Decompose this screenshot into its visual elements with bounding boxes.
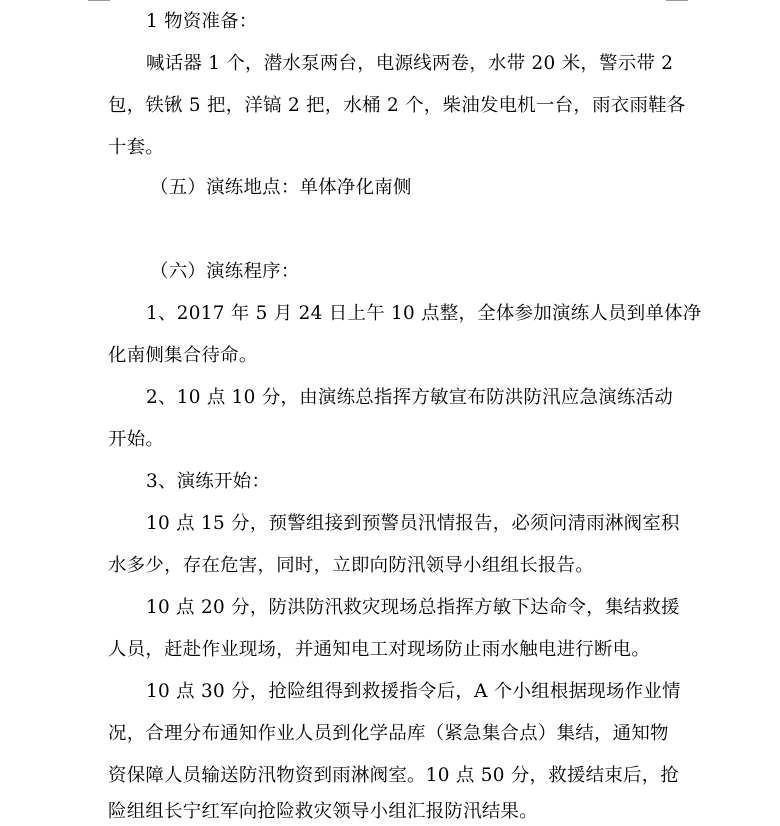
paragraph-line: 水多少，存在危害，同时，立即向防汛领导小组组长报告。: [108, 555, 594, 576]
page-corner-mark-right: [666, 0, 688, 1]
section-heading-procedure: （六）演练程序：: [150, 261, 300, 282]
paragraph-line: 10 点 30 分，抢险组得到救援指令后，A 个小组根据现场作业情: [146, 681, 681, 702]
paragraph-line: 况，合理分布通知作业人员到化学品库（紧急集合点）集结，通知物: [108, 723, 669, 744]
paragraph-line: 人员，赶赴作业现场，并通知电工对现场防止雨水触电进行断电。: [108, 639, 651, 660]
paragraph-line: 十套。: [108, 137, 165, 158]
paragraph-line: 险组组长宁红军向抢险救灾领导小组汇报防汛结果。: [108, 801, 538, 822]
section-heading-materials: 1 物资准备：: [146, 11, 258, 32]
paragraph-line: 3、演练开始：: [146, 471, 271, 492]
paragraph-line: 开始。: [108, 429, 165, 450]
paragraph-line: 资保障人员输送防汛物资到雨淋阀室。10 点 50 分，救援结束后，抢: [108, 765, 680, 786]
page-corner-mark-left: [88, 0, 110, 1]
section-heading-location: （五）演练地点：单体净化南侧: [150, 177, 412, 198]
paragraph-line: 10 点 15 分，预警组接到预警员汛情报告，必须问清雨淋阀室积: [146, 513, 680, 534]
paragraph-line: 化南侧集合待命。: [108, 345, 258, 366]
paragraph-line: 2、10 点 10 分，由演练总指挥方敏宣布防洪防汛应急演练活动: [146, 387, 674, 408]
paragraph-line: 包，铁锹 5 把，洋镐 2 把，水桶 2 个，柴油发电机一台，雨衣雨鞋各: [108, 95, 686, 116]
paragraph-line: 10 点 20 分，防洪防汛救灾现场总指挥方敏下达命令，集结救援: [146, 597, 680, 618]
paragraph-line: 1、2017 年 5 月 24 日上午 10 点整，全体参加演练人员到单体净: [146, 303, 702, 324]
paragraph-line: 喊话器 1 个，潜水泵两台，电源线两卷，水带 20 米，警示带 2: [146, 53, 674, 74]
